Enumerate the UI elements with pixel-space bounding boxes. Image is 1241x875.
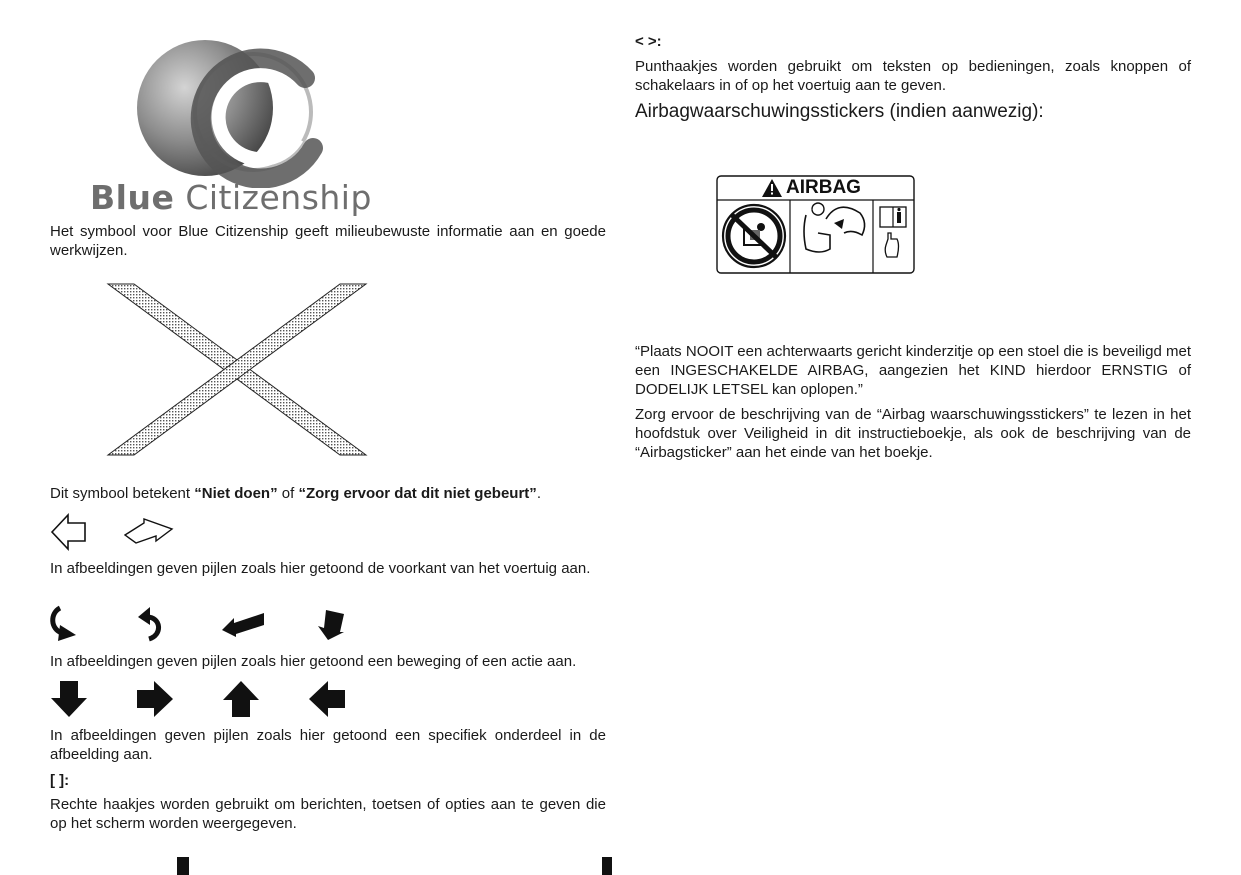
front-arrow-perspective-outline-icon [124,517,176,545]
angle-brackets-description: Punthaakjes worden gebruikt om teksten op bedieningen, zoals knoppen of schakelaars in of op het voertuig aan te geven. [635,58,1191,94]
diagonal-arrow-left-icon [220,610,266,638]
crop-mark-right [602,857,612,875]
arrow-down-icon [50,680,88,718]
arrow-left-icon [308,680,346,718]
front-arrows-description: In afbeeldingen geven pijlen zoals hier getoond de voorkant van het voertuig aan. [50,560,591,577]
airbag-heading: Airbagwaarschuwingsstickers (indien aanwezig): [635,101,1044,122]
arrow-right-icon [136,680,174,718]
airbag-instruction: Zorg ervoor de beschrijving van de “Airbag waarschuwingsstickers” te lezen in het hoofdstuk over Veiligheid in dit instructieboekje, als ook de beschrijving van de “Airbagsticker” aan het einde van het boekje. [635,406,1191,461]
down-left-arrow-icon [316,608,346,642]
curved-arrow-up-icon [135,605,165,643]
no-do-suffix: . [536,485,541,502]
no-do-middle: of [277,485,299,502]
square-brackets-description: Rechte haakjes worden gebruikt om berichten, toetsen of opties aan te geven die op het scherm worden weergegeven. [50,796,606,832]
no-do-bold-1: “Niet doen” [194,485,278,502]
blue-citizenship-logo-icon [135,38,335,188]
brand-wordmark [90,178,372,217]
arrow-up-icon [222,680,260,718]
brand-name-rest: Citizenship [185,178,372,217]
brand-name-bold: Blue [90,178,175,217]
part-arrows-description: In afbeeldingen geven pijlen zoals hier getoond een specifiek onderdeel in de afbeelding aan. [50,727,606,763]
square-brackets-symbol: [ ]: [50,772,70,789]
airbag-sticker-label: AIRBAG [786,177,861,198]
front-arrow-left-outline-icon [50,513,88,551]
cross-icon [106,282,368,457]
blue-citizenship-description: Het symbool voor Blue Citizenship geeft milieubewuste informatie aan en goede werkwijzen. [50,223,606,259]
no-do-prefix: Dit symbool betekent [50,485,195,502]
angle-brackets-symbol: < >: [635,33,662,50]
crop-mark-left [177,857,189,875]
motion-arrows-description: In afbeeldingen geven pijlen zoals hier getoond een beweging of een actie aan. [50,653,577,670]
curved-arrow-down-icon [50,605,80,643]
no-do-description [50,484,610,503]
airbag-warning-quote: “Plaats NOOIT een achterwaarts gericht kinderzitje op een stoel die is beveiligd met een INGESCHAKELDE AIRBAG, aangezien het KIND hierdoor ERNSTIG of DODELIJK LETSEL kan oplopen.” [635,343,1191,398]
no-do-bold-2: “Zorg ervoor dat dit niet gebeurt” [298,485,537,502]
